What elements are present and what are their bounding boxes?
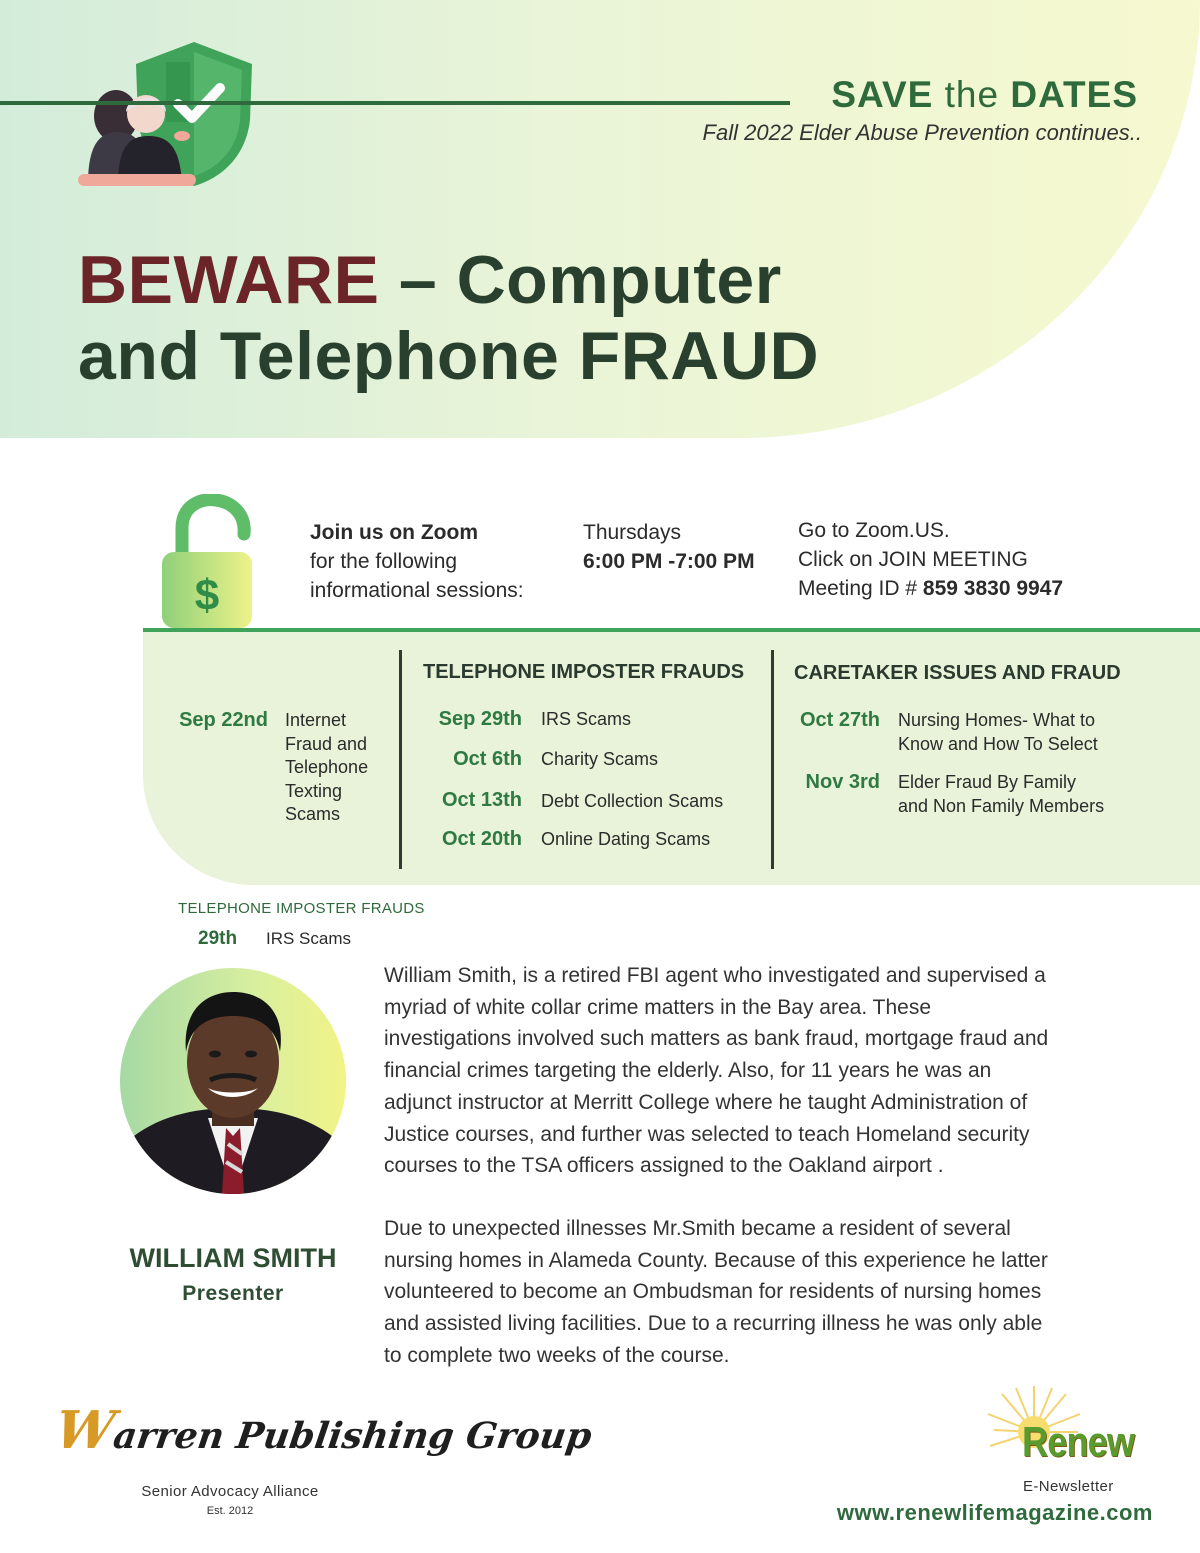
session-title: Charity Scams [541,749,659,769]
publisher-established: Est. 2012 [206,1505,254,1517]
publisher-tagline: Senior Advocacy Alliance [141,1483,319,1500]
dollar-sign: $ [194,571,220,620]
seniors-shield-illustration [74,38,260,190]
session-date: Sep 22nd [179,709,268,731]
header-rule [0,101,790,105]
session-title: Nursing Homes- What to Know and How To Select [898,710,1098,754]
presenter-bio-paragraph-1: William Smith, is a retired FBI agent who investigated and supervised a myriad of white collar crime matters in the Bay area. These investigations involved such matters as bank fraud, mortgage fraud and financial crimes targeting the elderly. Also, for 11 years he was an adjunct instructor at Merritt College where he taught Administration of Justice courses, and further was selected to teach Homeland security courses to the TSA officers assigned to the Oakland airport . [384,964,1049,1178]
session-date: Oct 6th [453,748,522,770]
column-divider-2 [771,650,774,869]
renew-subtitle: E-Newsletter [1023,1478,1114,1495]
zoom-schedule-text: Thursdays 6:00 PM -7:00 PM [583,521,755,573]
presenter-bio-paragraph-2: Due to unexpected illnesses Mr.Smith became a resident of several nursing homes in Alameda County. Because of this experience he latter volunteered to become an Ombudsman for residents of nursing homes and assisted living facilities. Due to a recurring illness he was only able to complete two weeks of the course. [384,1217,1048,1367]
session-title: Elder Fraud By Family and Non Family Members [898,772,1105,816]
featured-title: IRS Scams [266,929,352,948]
presenter-photo [120,968,346,1194]
session-date: Oct 20th [441,828,522,850]
section-heading-telephone: TELEPHONE IMPOSTER FRAUDS [423,661,745,683]
season-subline: Fall 2022 Elder Abuse Prevention continues.. [702,120,1142,145]
session-date: Sep 29th [438,708,522,730]
session-date: Oct 27th [799,709,880,731]
session-date: Oct 13th [441,789,522,811]
featured-date: 29th [198,928,238,949]
padlock-dollar-icon [160,494,260,632]
publisher-logo: Warren Publishing Group [51,1400,595,1461]
section-heading-caretaker: CARETAKER ISSUES AND FRAUD [794,662,1121,684]
session-title: IRS Scams [541,709,632,729]
meeting-id[interactable]: 859 3830 9947 [922,577,1064,600]
renew-logo-text: Renew [1022,1418,1135,1465]
session-title: Debt Collection Scams [541,791,724,811]
presenter-name: WILLIAM SMITH [129,1243,337,1273]
website-link[interactable]: www.renewlifemagazine.com [836,1500,1153,1525]
zoom-instructions: Go to Zoom.US. Click on JOIN MEETING Meeting ID # 859 3830 9947 [798,519,1064,600]
save-the-dates-title: SAVE the DATES [831,74,1138,115]
featured-section-heading: TELEPHONE IMPOSTER FRAUDS [178,900,425,917]
presenter-role: Presenter [182,1282,284,1305]
session-date: Nov 3rd [805,771,880,793]
zoom-join-text: Join us on Zoom for the following informational sessions: [310,521,524,602]
page-headline: BEWARE – Computer and Telephone FRAUD [78,242,820,394]
session-title: Online Dating Scams [541,829,711,849]
session-title: Internet Fraud and Telephone Texting Scams [285,710,369,824]
